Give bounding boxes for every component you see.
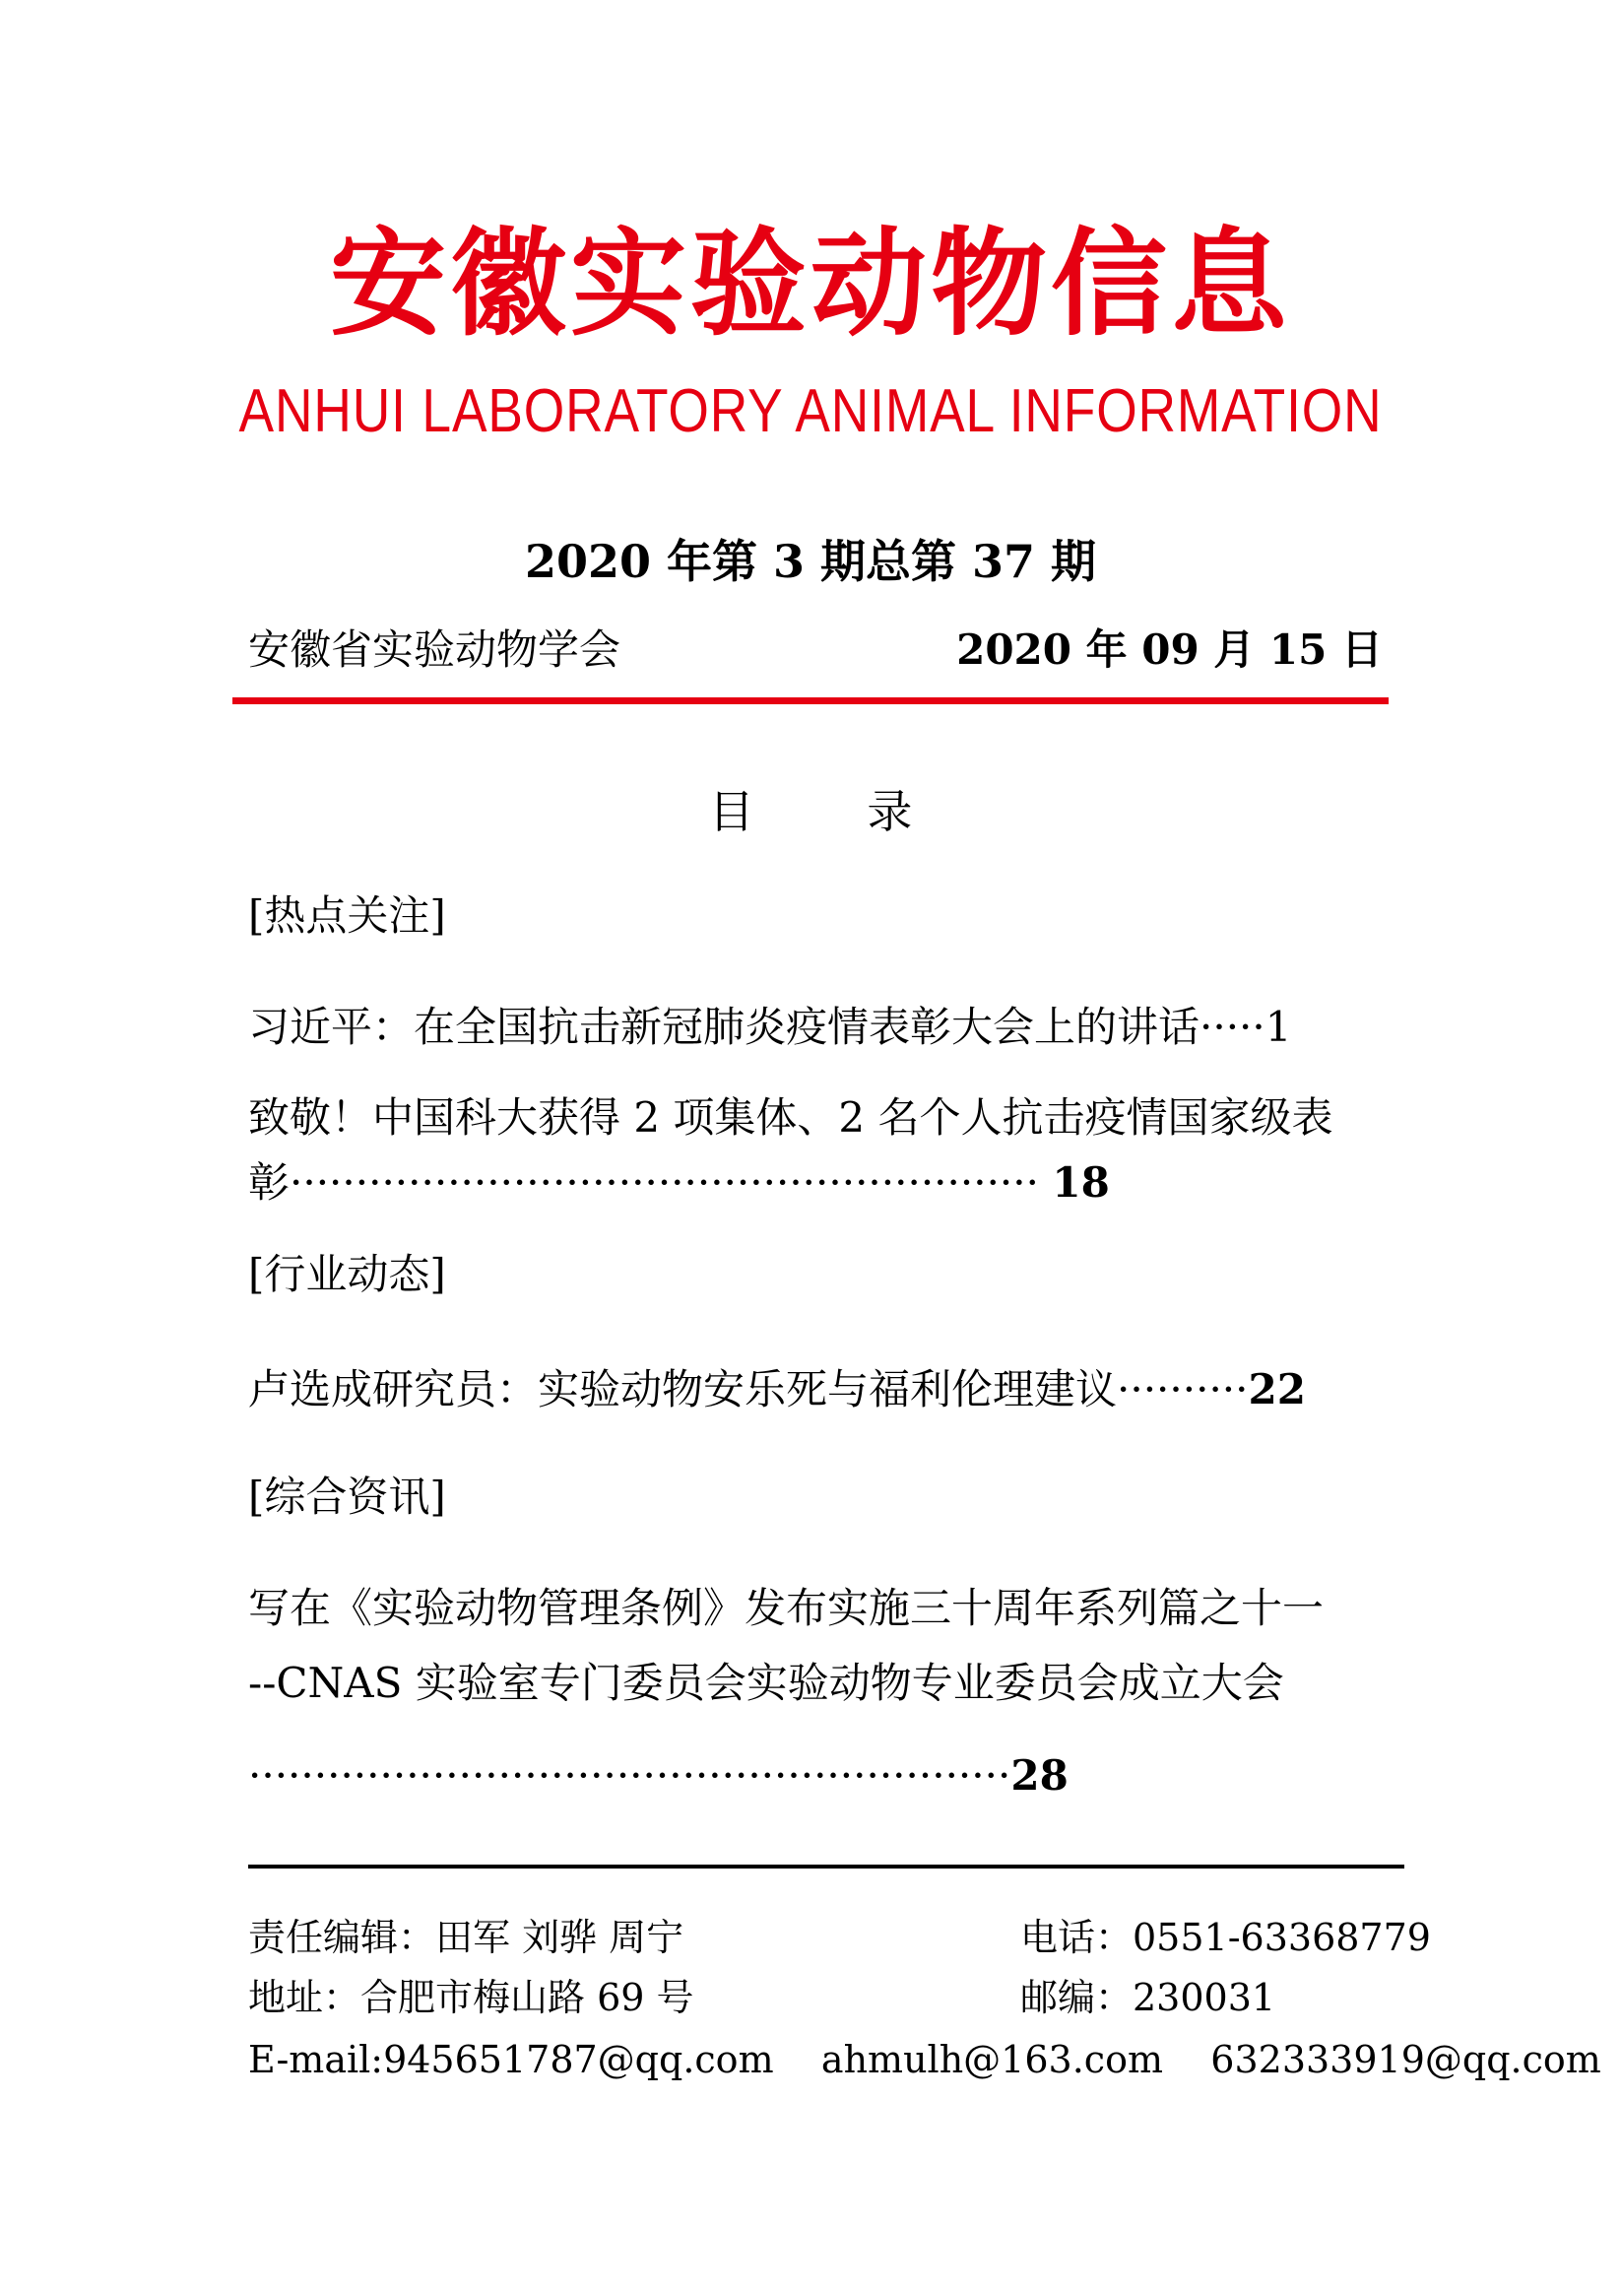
journal-title-english: ANHUI LABORATORY ANIMAL INFORMATION <box>238 377 1383 445</box>
toc-entry[interactable] <box>248 1579 1383 1800</box>
toc-entry[interactable] <box>248 1360 1383 1419</box>
toc-entry-page: 22 <box>1248 1365 1306 1413</box>
publication-info-row <box>248 621 1383 680</box>
footer-emails[interactable]: E-mail:945651787@qq.com ahmulh@163.com 632333919@qq.com <box>248 2038 1601 2081</box>
toc-entry[interactable] <box>248 1088 1383 1212</box>
toc-entry[interactable] <box>248 998 1383 1057</box>
toc-heading <box>0 782 1621 841</box>
toc-entry-title-continued: 彰························································· <box>248 1158 1039 1207</box>
toc-entry-title-continued: --CNAS 实验室专门委员会实验动物专业委员会成立大会 <box>248 1659 1284 1707</box>
publisher-name: 安徽省实验动物学会 <box>248 625 621 674</box>
toc-entry-title: 写在《实验动物管理条例》发布实施三十周年系列篇之十一 <box>248 1584 1325 1632</box>
toc-entry-title: 卢选成研究员：实验动物安乐死与福利伦理建议·········· <box>248 1365 1249 1413</box>
toc-entry-page: 28 <box>1010 1751 1069 1800</box>
toc-section-label: [热点关注] <box>248 891 446 940</box>
footer-editors: 责任编辑：田军 刘骅 周宁 <box>248 1916 684 1959</box>
issue-number: 2020 年第 3 期总第 37 期 <box>524 535 1097 588</box>
journal-title-chinese: 安徽实验动物信息 <box>329 216 1291 352</box>
footer-postcode: 邮编：230031 <box>1020 1976 1276 2019</box>
toc-entry-title: 致敬！中国科大获得 2 项集体、2 名个人抗击疫情国家级表 <box>248 1093 1333 1142</box>
toc-entry-leader: ·························································· <box>248 1751 1011 1800</box>
toc-section-label: [综合资讯] <box>248 1473 446 1521</box>
toc-entry-page: 18 <box>1052 1158 1110 1207</box>
toc-heading-char-1: 目 <box>708 785 754 838</box>
publication-date: 2020 年 09 月 15 日 <box>956 625 1383 674</box>
footer-divider <box>248 1865 1404 1869</box>
footer-address: 地址：合肥市梅山路 69 号 <box>248 1976 694 2019</box>
toc-entry-page: 1 <box>1264 1003 1292 1051</box>
toc-section-label: [行业动态] <box>248 1250 446 1298</box>
header-divider-red <box>232 697 1389 704</box>
toc-heading-char-2: 录 <box>867 785 913 838</box>
footer-phone: 电话：0551-63368779 <box>1020 1916 1431 1959</box>
toc-entry-title: 习近平：在全国抗击新冠肺炎疫情表彰大会上的讲话····· <box>248 1003 1265 1051</box>
